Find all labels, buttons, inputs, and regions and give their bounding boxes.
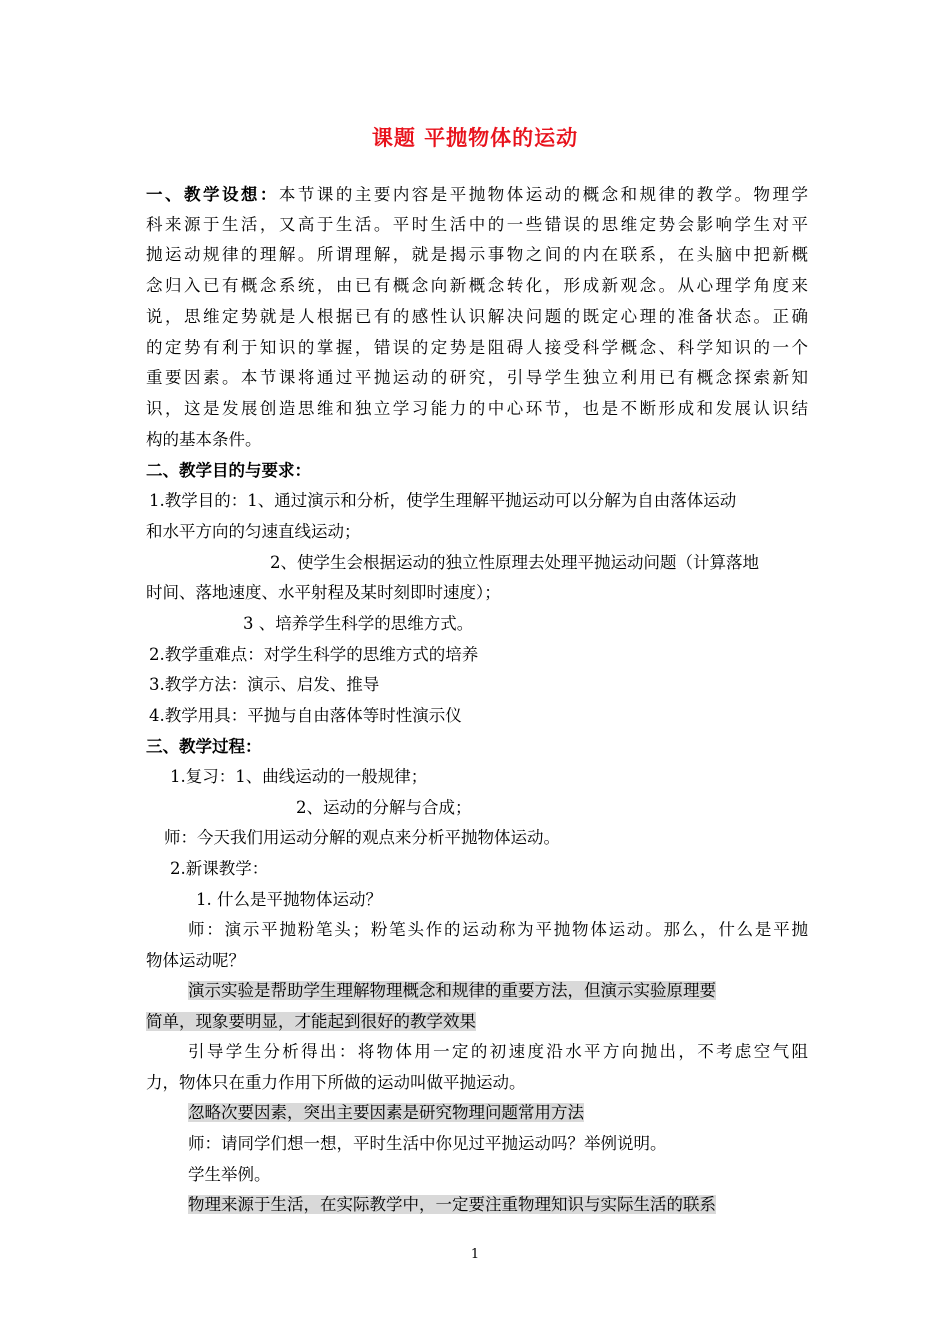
section1-line-2: 科来源于生活，又高于生活。平时生活中的一些错误的思维定势会影响学生对平 <box>146 215 808 234</box>
section3-line-7: 物体运动呢？ <box>146 951 245 970</box>
section3-line-2: 2、运动的分解与合成； <box>296 798 472 817</box>
highlight-text: 忽略次要因素，突出主要因素是研究物理问题常用方法 <box>188 1103 584 1122</box>
section2-line-8: 4.教学用具：平抛与自由落体等时性演示仪 <box>149 706 462 725</box>
section1-line-7: 重要因素。本节课将通过平抛运动的研究，引导学生独立利用已有概念探索新知 <box>146 368 808 387</box>
section3-note-1-line-1 <box>188 980 716 1002</box>
section1-line-5: 说，思维定势就是人根据已有的感性认识解决问题的既定心理的准备状态。正确 <box>146 307 808 326</box>
section3-note-2 <box>188 1102 584 1124</box>
highlight-text: 物理来源于生活，在实际教学中，一定要注重物理知识与实际生活的联系 <box>188 1195 716 1214</box>
section3-line-6: 师：演示平抛粉笔头；粉笔头作的运动称为平抛物体运动。那么，什么是平抛 <box>188 920 808 939</box>
section1-line-3: 抛运动规律的理解。所谓理解，就是揭示事物之间的内在联系，在头脑中把新概 <box>146 245 808 264</box>
section2-line-4: 时间、落地速度、水平射程及某时刻即时速度）； <box>146 583 501 602</box>
section3-heading: 三、教学过程： <box>146 737 262 756</box>
lesson-title: 课题 平抛物体的运动 <box>371 126 579 150</box>
section1-line-4: 念归入已有概念系统，由已有概念向新概念转化，形成新观念。从心理学角度来 <box>146 276 808 295</box>
highlight-text: 简单，现象要明显，才能起到很好的教学效果 <box>146 1012 476 1031</box>
section2-line-2: 和水平方向的匀速直线运动； <box>146 522 361 541</box>
section3-line-11: 学生举例。 <box>188 1165 271 1184</box>
section1-line-1 <box>146 184 808 206</box>
section1-heading: 一、教学设想： <box>146 185 279 204</box>
section1-line-8: 识，这是发展创造思维和独立学习能力的中心环节，也是不断形成和发展认识结 <box>146 399 808 418</box>
highlight-text: 演示实验是帮助学生理解物理概念和规律的重要方法，但演示实验原理要 <box>188 981 716 1000</box>
section3-line-5: 1. 什么是平抛物体运动？ <box>196 890 382 909</box>
section1-line-9: 构的基本条件。 <box>146 430 262 449</box>
section2-line-7: 3.教学方法：演示、启发、推导 <box>149 675 380 694</box>
section3-line-10: 师：请同学们想一想，平时生活中你见过平抛运动吗？举例说明。 <box>188 1134 667 1153</box>
page-number: 1 <box>470 1247 480 1262</box>
section3-line-4: 2.新课教学： <box>170 859 269 878</box>
section1-line-1-text: 本节课的主要内容是平抛物体运动的概念和规律的教学。物理学 <box>278 185 809 204</box>
section2-line-3: 2、使学生会根据运动的独立性原理去处理平抛运动问题（计算落地 <box>270 553 759 572</box>
section3-line-9: 力，物体只在重力作用下所做的运动叫做平抛运动。 <box>146 1073 526 1092</box>
section2-heading: 二、教学目的与要求： <box>146 461 311 480</box>
section3-note-3 <box>188 1194 716 1216</box>
section3-line-3: 师：今天我们用运动分解的观点来分析平抛物体运动。 <box>164 828 560 847</box>
section2-line-1: 1.教学目的：1、通过演示和分析，使学生理解平抛运动可以分解为自由落体运动 <box>149 491 737 510</box>
section2-line-6: 2.教学重难点：对学生科学的思维方式的培养 <box>149 645 479 664</box>
section2-line-5: 3 、培养学生科学的思维方式。 <box>243 614 474 633</box>
section1-line-6: 的定势有利于知识的掌握，错误的定势是阻碍人接受科学概念、科学知识的一个 <box>146 338 808 357</box>
section3-line-1: 1.复习：1、曲线运动的一般规律； <box>170 767 428 786</box>
section3-note-1-line-2 <box>146 1011 476 1033</box>
section3-line-8: 引导学生分析得出：将物体用一定的初速度沿水平方向抛出，不考虑空气阻 <box>188 1042 808 1061</box>
